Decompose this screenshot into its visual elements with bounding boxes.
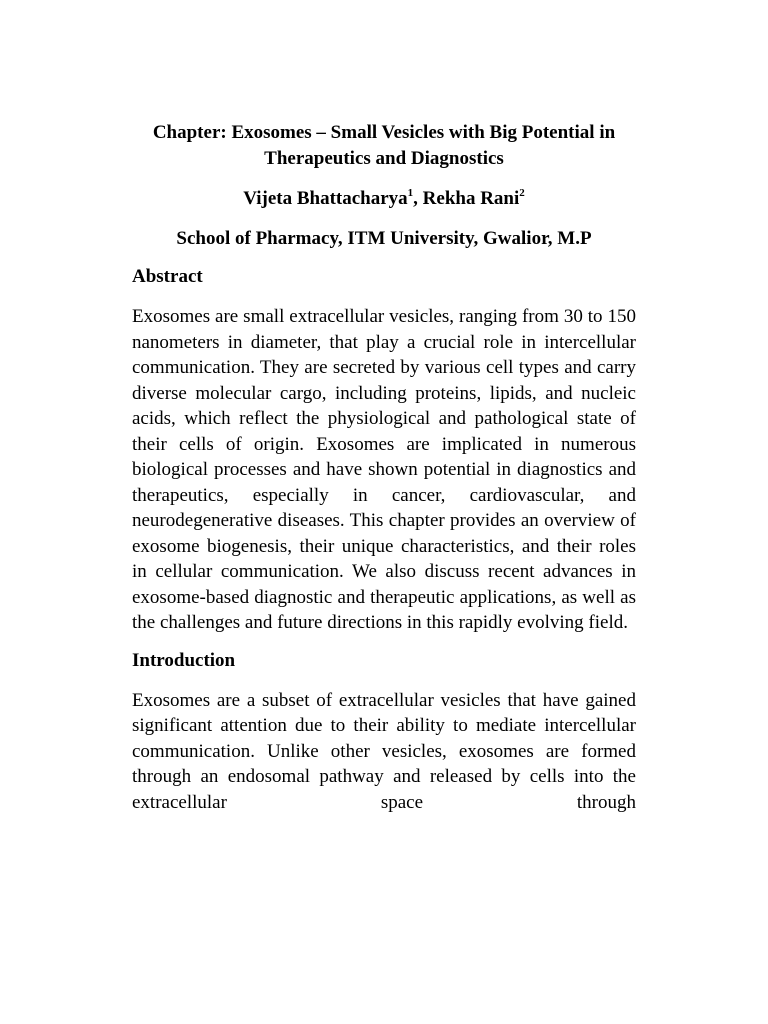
author-separator: , — [413, 188, 423, 209]
author-1-name: Vijeta Bhattacharya — [243, 188, 408, 209]
author-2-affiliation-mark: 2 — [519, 186, 525, 199]
author-1-affiliation-mark: 1 — [407, 186, 414, 199]
chapter-title: Chapter: Exosomes – Small Vesicles with Big Potential in Therapeutics and Diagnostics — [152, 122, 616, 169]
author-2-name: Rekha Rani — [422, 188, 520, 209]
introduction-heading: Introduction — [132, 649, 236, 671]
affiliation: School of Pharmacy, ITM University, Gwalior, M.P — [176, 228, 592, 249]
abstract-heading: Abstract — [132, 266, 203, 287]
document-page — [132, 120, 636, 815]
introduction-text: Exosomes are a subset of extracellular vesicles that have gained significant attention due to their ability to mediate intercellular communication. Unlike other vesicles, exosomes are formed through an endosomal pathway and released by cells into the extracellular space through — [132, 689, 636, 813]
author-line — [132, 186, 636, 212]
abstract-text: Exosomes are small extracellular vesicles, ranging from 30 to 150 nanometers in diameter, that play a crucial role in intercellular communication. They are secreted by various cell types and carry diverse molecular cargo, including proteins, lipids, and nucleic acids, which reflect the physiological and pathological state of their cells of origin. Exosomes are implicated in numerous biological processes and have shown potential in diagnostics and therapeutics, especially in cancer, cardiovascular, and neurodegenerative diseases. This chapter provides an overview of exosome biogenesis, their unique characteristics, and their roles in cellular communication. We also discuss recent advances in exosome-based diagnostic and therapeutic applications, as well as the challenges and future directions in this rapidly evolving field. — [132, 306, 636, 633]
